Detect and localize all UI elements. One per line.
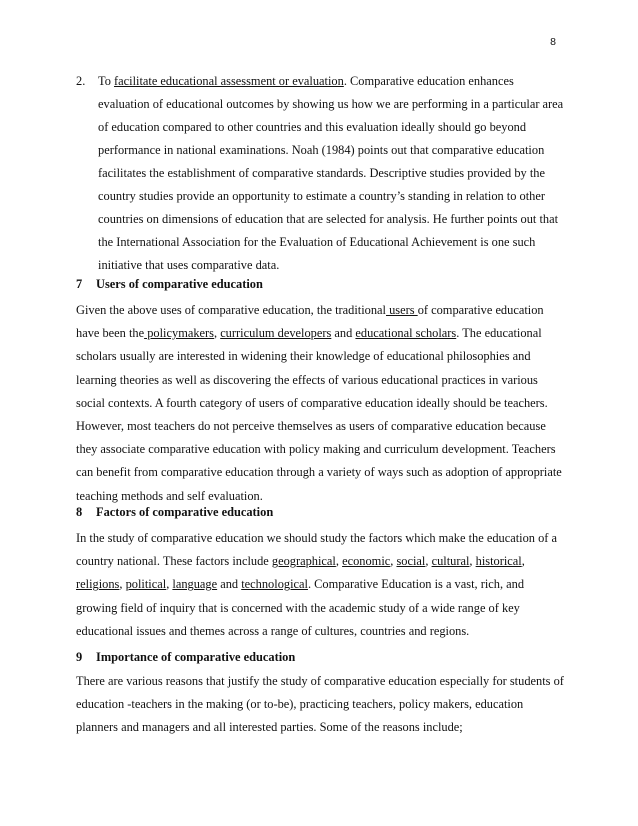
link-technological[interactable]: technological [241,577,308,592]
section-9-heading [76,647,295,667]
s7-text-3: , [213,326,221,341]
s7-text-2: of comparative education have been the [76,303,544,341]
link-cultural[interactable]: cultural [431,554,470,569]
page-number: 8 [550,36,556,48]
link-historical[interactable]: historical [475,554,522,569]
link-religions[interactable]: religions [76,577,120,592]
s8-sep: , [425,554,432,569]
section-7-heading [76,274,263,294]
s8-text-2: . Comparative Education is a vast, rich, and growing field of inquiry that is concerned with the academic study of a wide range of key educational issues and themes across a range of cultures, countries and regions. [76,577,525,638]
list-item-text [98,70,566,277]
s8-sep: , [119,577,126,592]
link-facilitate-assessment[interactable]: facilitate educational assessment or evaluation [114,74,344,88]
link-geographical[interactable]: geographical [271,554,336,569]
section-8-number: 8 [76,505,83,519]
s8-sep: , [390,554,397,569]
link-users[interactable]: users [386,303,418,317]
s8-sep: , [469,554,476,569]
s8-sep: , [335,554,343,569]
item2-prefix: To [98,74,114,88]
s7-text-1: Given the above uses of comparative education, the traditional [76,303,387,317]
section-7-number: 7 [76,277,83,291]
section-7-title: Users of comparative education [96,277,263,291]
section-8-paragraph [76,527,568,643]
section-9-title: Importance of comparative education [96,650,296,664]
s8-sep: , [166,577,173,592]
s7-text-4: and [331,326,356,341]
section-8-heading [76,502,273,522]
link-educational-scholars[interactable]: educational scholars [355,326,457,341]
section-7-paragraph [76,299,568,508]
link-policymakers[interactable]: policymakers [144,326,214,341]
link-curriculum-developers[interactable]: curriculum developers [220,326,332,341]
section-8-title: Factors of comparative education [96,505,274,519]
link-language[interactable]: language [172,577,218,592]
link-economic[interactable]: economic [342,554,391,569]
list-item-2 [76,70,566,277]
s7-text-5: . The educational scholars usually are interested in widening their knowledge of educational philosophies and learning theories as well as discovering the effects of various educational practices in various social contexts. A fourth category of users of comparative education ideally should be teachers. However, most teachers do not perceive themselves as users of comparative education because they associate comparative education with policy making and curriculum development. Teachers can benefit from comparative education through a variety of ways such as adoption of appropriate teaching methods and self evaluation. [76,326,562,503]
s8-text-1: In the study of comparative education we should study the factors which make the education of a country national. These factors include [76,531,558,569]
link-social[interactable]: social [396,554,426,569]
item2-body: . Comparative education enhances evaluation of educational outcomes by showing us how we are performing in a particular area of education compared to other countries and this evaluation ideally should go beyond performance in national examinations. Noah (1984) points out that comparative education facilitates the establishment of comparative standards. Descriptive studies provided by the country studies provide an opportunity to estimate a country’s standing in relation to other countries on dimensions of education that are selected for analysis. He further points out that the International Association for the Evaluation of Educational Achievement is one such initiative that uses comparative data. [98,74,564,272]
link-political[interactable]: political [125,577,167,592]
s8-sep: and [217,577,242,592]
s8-sep: , [521,554,525,569]
section-9-paragraph: There are various reasons that justify the study of comparative education especially for students of education -teachers in the making (or to-be), practicing teachers, policy makers, education planners and managers and all interested parties. Some of the reasons include; [76,674,564,735]
list-item-number: 2. [76,74,86,88]
section-9-number: 9 [76,650,83,664]
